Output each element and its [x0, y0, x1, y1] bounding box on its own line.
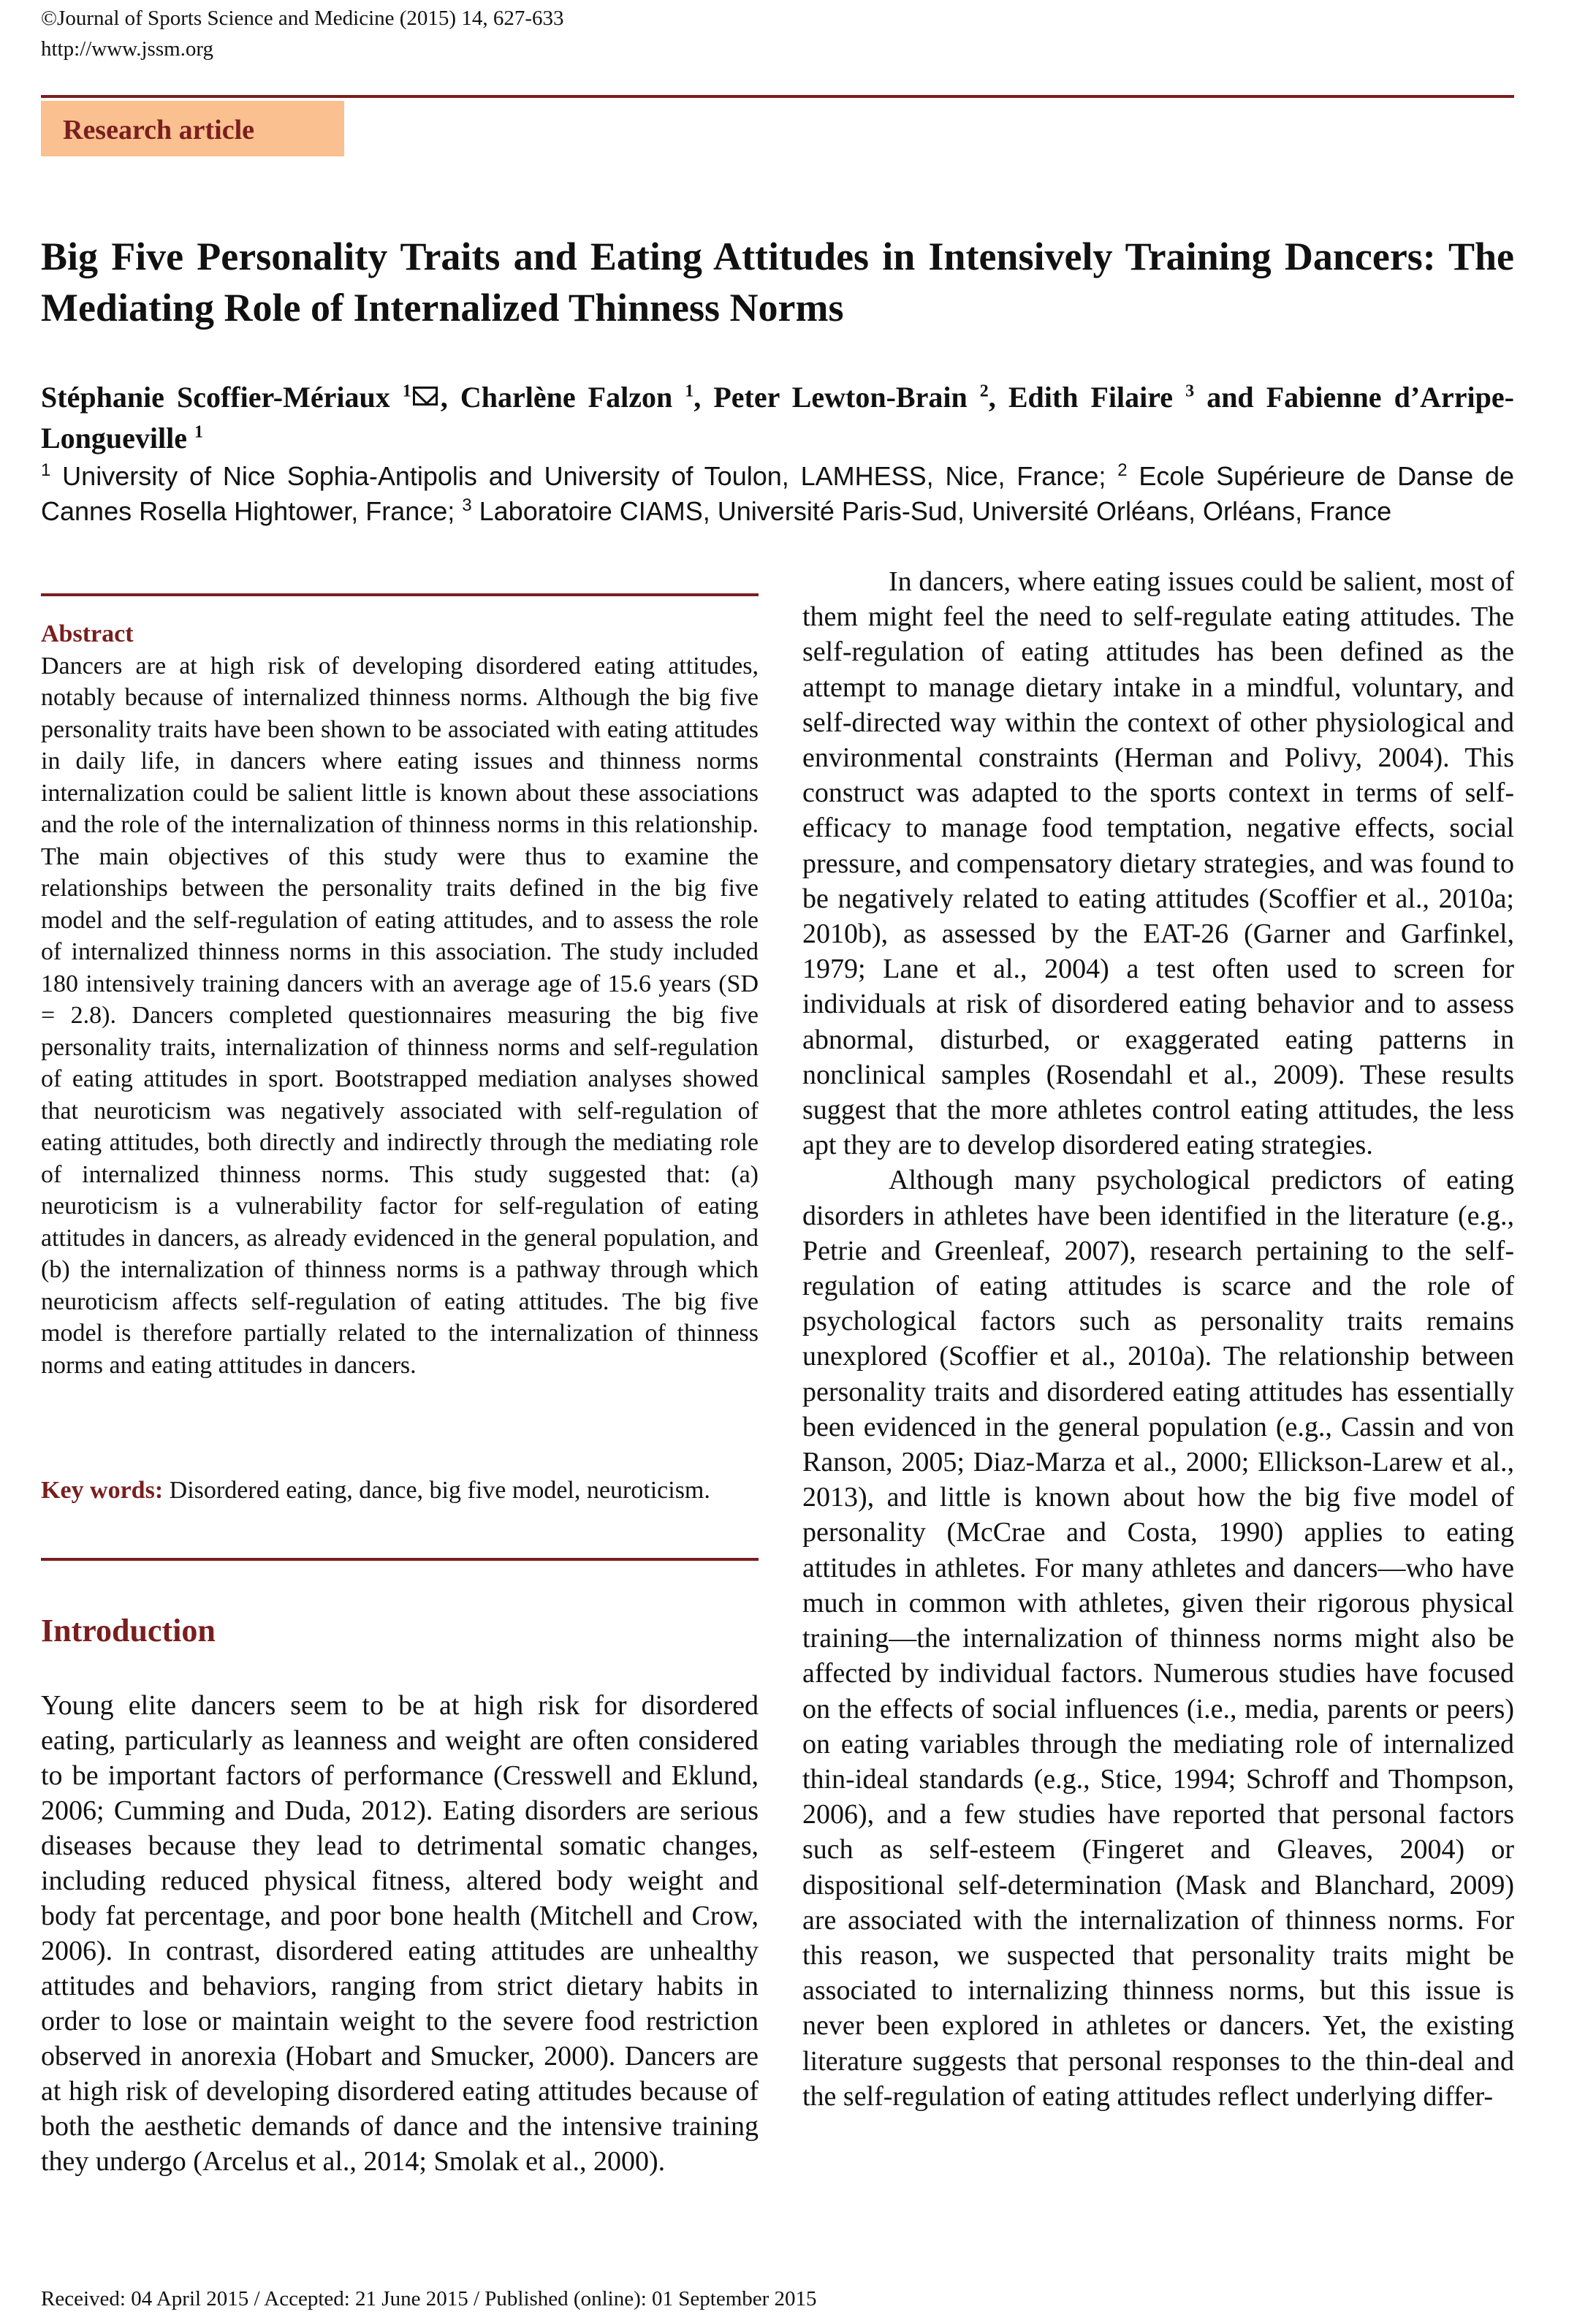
affiliation-marker: 2 [1117, 460, 1128, 480]
abstract-heading: Abstract [41, 620, 134, 647]
publication-dates: Received: 04 April 2015 / Accepted: 21 June 2015 / Published (online): 01 September 2015 [41, 2287, 817, 2311]
introduction-body [41, 1688, 759, 2179]
paper-title: Big Five Personality Traits and Eating Attitudes in Intensively Training Dancers: The Mediating Role of Internalized Thinness Norms [41, 235, 1514, 330]
abstract-text: Dancers are at high risk of developing disordered eating attitudes, notably because of internalized thinness norms. Although the big five personality traits have been shown to be associated with eating attitudes in daily life, in dancers where eating issues and thinness norms internalization could be salient little is known about these associations and the role of the internalization of thinness norms in this relationship. The main objectives of this study were thus to examine the relationships between the personality traits defined in the big five model and the self-regulation of eating attitudes, and to assess the role of internalized thinness norms in this association. The study included 180 intensively training dancers with an average age of 15.6 years (SD = 2.8). Dancers completed questionnaires measuring the big five personality traits, internalization of thinness norms and self-regulation of eating attitudes in sport. Bootstrapped mediation analyses showed that neuroticism was negatively associated with self-regulation of eating attitudes, both directly and indirectly through the mediating role of internalized thinness norms. This study suggested that: (a) neuroticism is a vulnerability factor for self-regulation of eating attitudes in dancers, as already evidenced in the general population, and (b) the internalization of thinness norms is a pathway through which neuroticism affects self-regulation of eating attitudes. The big five model is therefore partially related to the internalization of thinness norms and eating attitudes in dancers. [41, 652, 759, 1379]
paragraph: Young elite dancers seem to be at high risk for disordered eating, particularly as leanness and weight are often considered to be important factors of performance (Cresswell and Eklund, 2006; Cumming and Duda, 2012). Eating disorders are serious diseases because they lead to detrimental somatic changes, including reduced physical fitness, altered body weight and body fat percentage, and poor bone health (Mitchell and Crow, 2006). In contrast, disordered eating attitudes are unhealthy attitudes and behaviors, ranging from strict dietary habits in order to lose or maintain weight to the severe food restriction observed in anorexia (Hobart and Smucker, 2000). Dancers are at high risk of developing disordered eating attitudes because of both the aesthetic demands of dance and the intensive training they undergo (Arcelus et al., 2014; Smolak et al., 2000). [41, 1690, 759, 2177]
affiliations [41, 459, 1514, 529]
paragraph: In dancers, where eating issues could be salient, most of them might feel the need to self-regulate eating attitudes. The self-regulation of eating attitudes has been defined as the attempt to manage dietary intake in a mindful, voluntary, and self-directed way within the context of other physiological and environmental constraints (Herman and Polivy, 2004). This construct was adapted to the sports context in terms of self-efficacy to manage food temptation, negative effects, social pressure, and compensatory dietary strategies, and was found to be negatively related to eating attitudes (Scoffier et al., 2010a; 2010b), as assessed by the EAT-26 (Garner and Garfinkel, 1979; Lane et al., 2004) a test often used to screen for individuals at risk of disordered eating behavior and to assess abnormal, disturbed, or exaggerated eating patterns in nonclinical samples (Rosendahl et al., 2009). These results suggest that the more athletes control eating attitudes, the less apt they are to develop disordered eating strategies. [802, 566, 1514, 1161]
author-affiliation-marker: 3 [1185, 381, 1195, 401]
header-divider [41, 95, 1514, 98]
journal-url[interactable]: http://www.jssm.org [41, 37, 214, 61]
affiliation-marker: 1 [41, 460, 51, 480]
email-envelope-icon[interactable] [413, 387, 438, 406]
affiliation-text: Ecole Supérieure de Danse de Cannes Rosella Hightower, France; [41, 461, 1514, 526]
paragraph: Although many psychological predictors of eating disorders in athletes have been identified in the literature (e.g., Petrie and Greenleaf, 2007), research pertaining to the self-regulation of eating attitudes is scarce and the role of psychological factors such as personality traits remains unexplored (Scoffier et al., 2010a). The relationship between personality traits and disordered eating attitudes has essentially been evidenced in the general population (e.g., Cassin and von Ranson, 2005; Diaz-Marza et al., 2000; Ellickson-Larew et al., 2013), and little is known about how the big five model of personality (McCrae and Costa, 1990) applies to eating attitudes in athletes. For many athletes and dancers—who have much in common with athletes, given their rigorous physical training—the internalization of thinness norms might also be affected by individual factors. Numerous studies have focused on the effects of social influences (i.e., media, parents or peers) on eating variables through the mediating role of internalized thin-ideal standards (e.g., Stice, 1994; Schroff and Thompson, 2006), and a few studies have reported that personal factors such as self-esteem (Fingeret and Gleaves, 2004) or dispositional self-determination (Mask and Blanchard, 2009) are associated with the internalization of thinness norms. For this reason, we suspected that personality traits might be associated to internalizing thinness norms, but this issue is never been explored in athletes or dancers. Yet, the existing literature suggests that personal responses to the thin-deal and the self-regulation of eating attitudes reflect underlying differ- [802, 1165, 1514, 2112]
keywords-label: Key words: [41, 1477, 164, 1504]
author-name: , Charlène Falzon [440, 381, 673, 414]
affiliation-text: Laboratoire CIAMS, Université Paris-Sud, Université Orléans, Orléans, France [471, 496, 1392, 526]
right-column-body [802, 564, 1514, 2114]
abstract-divider-bottom [41, 1558, 759, 1561]
article-type-label: Research article [63, 115, 255, 145]
author-name: and Fabienne d’Arripe-Longueville [41, 381, 1514, 455]
author-affiliation-marker: 2 [979, 381, 989, 401]
journal-citation: ©Journal of Sports Science and Medicine (2015) 14, 627-633 [41, 7, 564, 30]
keywords-section [41, 1475, 759, 1507]
abstract-section [41, 618, 759, 1381]
author-list [41, 377, 1514, 459]
author-name: , Peter Lewton-Brain [694, 381, 968, 414]
keywords-text: Disordered eating, dance, big five model, neuroticism. [163, 1477, 710, 1504]
article-type-badge [41, 101, 344, 156]
author-affiliation-marker: 1 [194, 422, 204, 442]
author-affiliation-marker: 1 [402, 381, 411, 401]
introduction-heading: Introduction [41, 1613, 216, 1648]
author-affiliation-marker: 1 [685, 381, 694, 401]
affiliation-marker: 3 [462, 495, 472, 515]
author-name: , Edith Filaire [988, 381, 1174, 414]
affiliation-text: University of Nice Sophia-Antipolis and University of Toulon, LAMHESS, Nice, France; [50, 461, 1118, 491]
author-name: Stéphanie Scoffier-Mériaux [41, 381, 390, 414]
abstract-divider-top [41, 593, 759, 596]
